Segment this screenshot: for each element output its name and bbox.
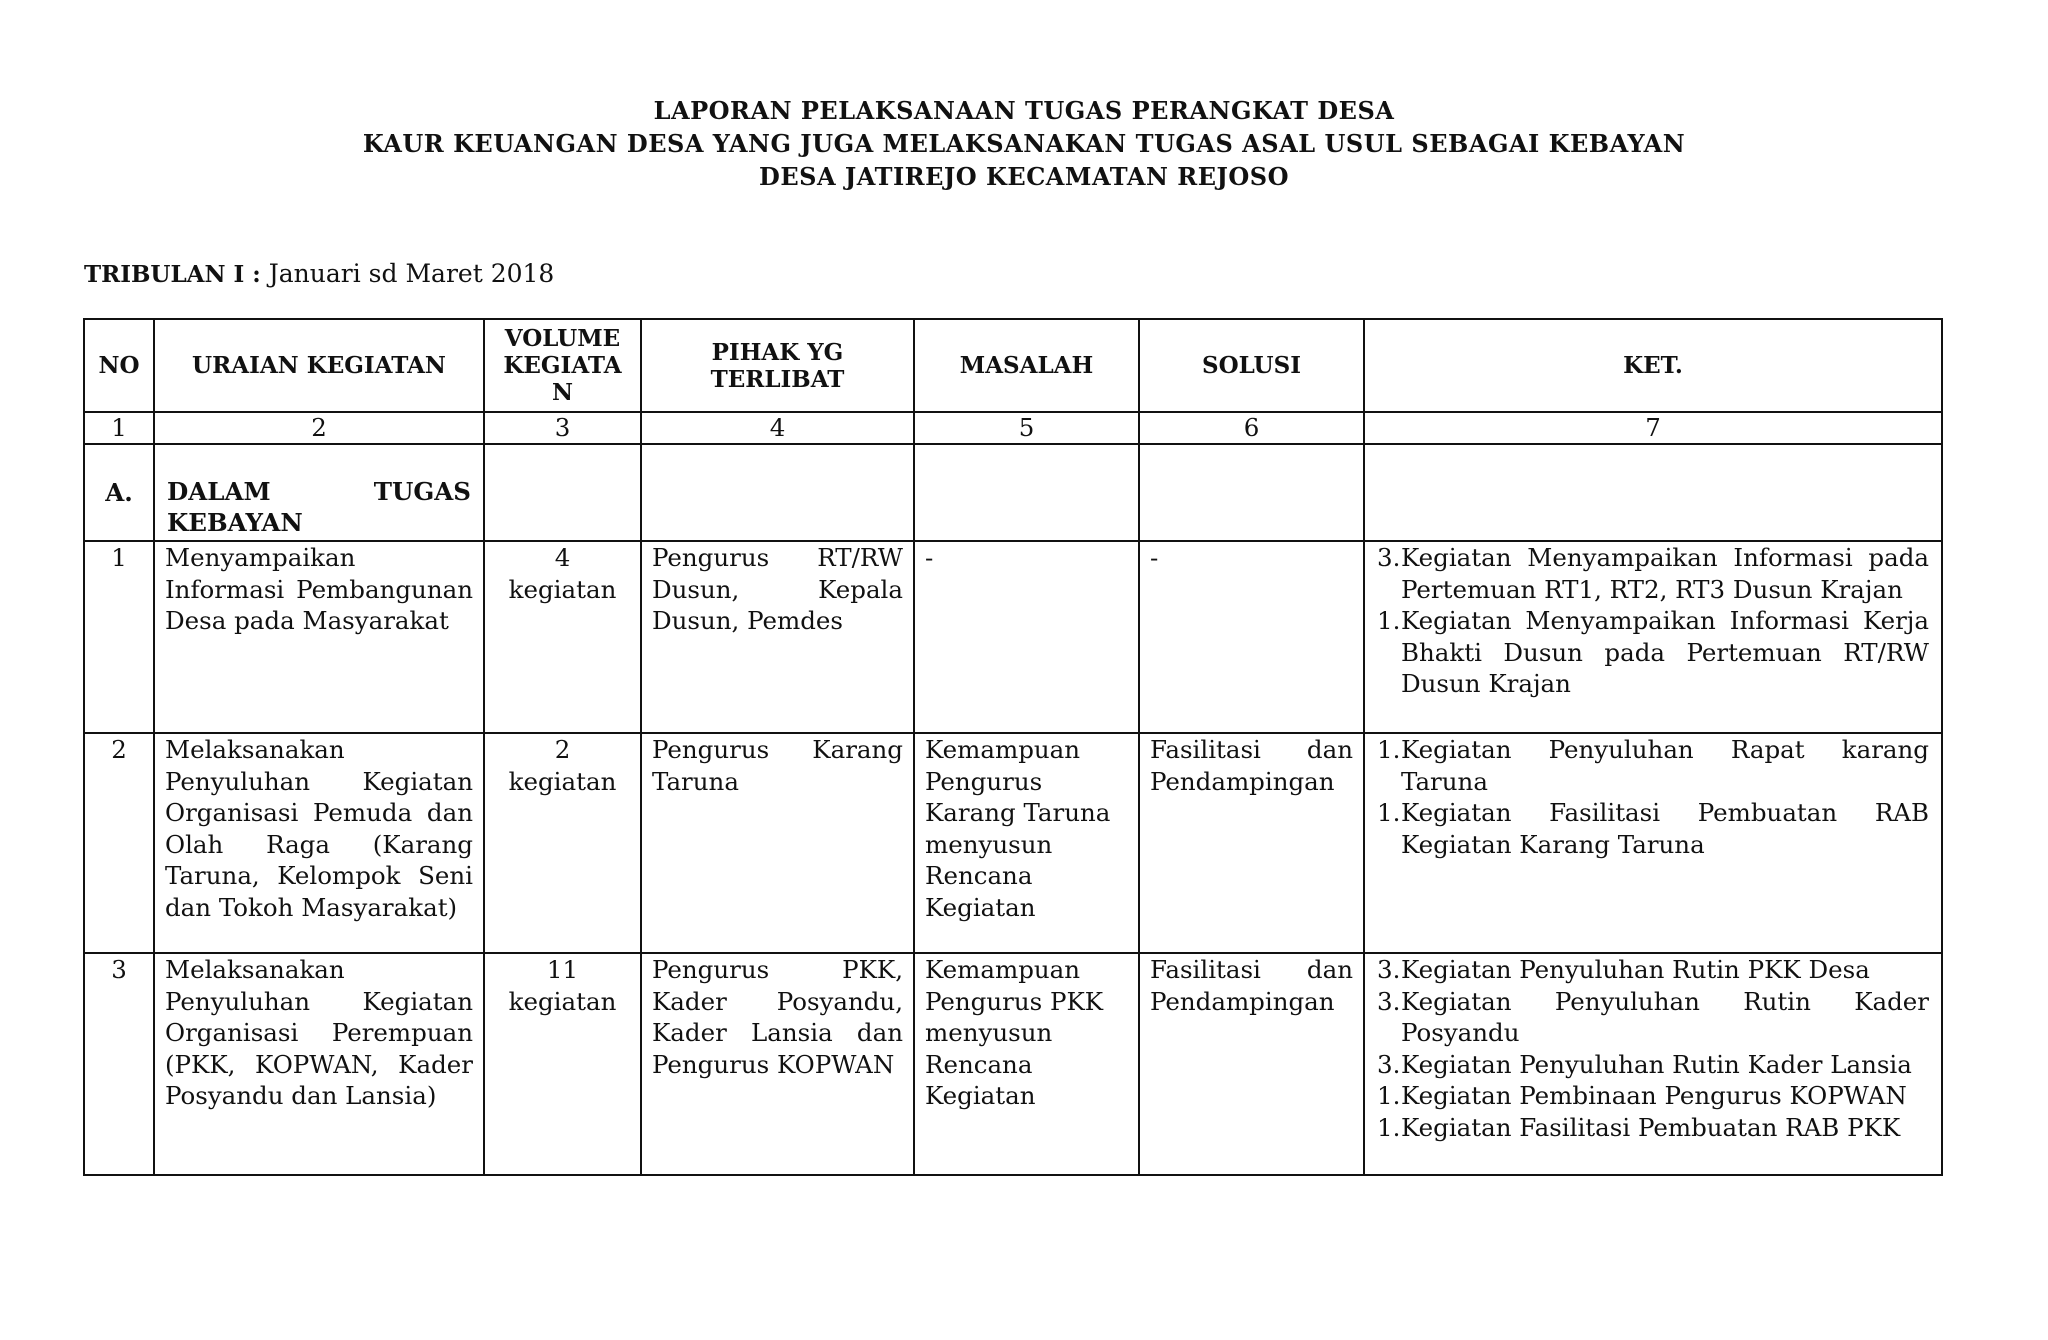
ket-item-number: 1.	[1377, 798, 1401, 827]
column-number: 3	[484, 412, 641, 444]
row-volume-unit: kegiatan	[508, 574, 617, 604]
empty-cell	[641, 444, 914, 541]
column-number: 1	[84, 412, 154, 444]
row-masalah: -	[914, 541, 1139, 733]
header-volume	[484, 319, 641, 412]
ket-item-text: Kegiatan Menyampaikan Informasi pada Pertemuan RT1, RT2, RT3 Dusun Krajan	[1401, 543, 1929, 604]
ket-item-number: 1.	[1377, 1112, 1401, 1142]
row-pihak: Pengurus PKK, Kader Posyandu, Kader Lansia dan Pengurus KOPWAN	[641, 953, 914, 1175]
header-no: NO	[84, 319, 154, 412]
column-number-row	[84, 412, 1942, 444]
ket-item	[1377, 797, 1929, 860]
row-volume	[484, 541, 641, 733]
row-solusi: Fasilitasi dan Pendampingan	[1139, 733, 1364, 953]
row-volume-number: 4	[554, 543, 571, 572]
row-number: 1	[84, 541, 154, 733]
header-pihak-l1: PIHAK YG	[711, 338, 844, 366]
ket-item-number: 1.	[1377, 1081, 1401, 1110]
header-pihak	[641, 319, 914, 412]
ket-item	[1377, 954, 1929, 986]
ket-item-text: Kegiatan Pembinaan Pengurus KOPWAN	[1401, 1081, 1907, 1110]
row-pihak: Pengurus RT/RW Dusun, Kepala Dusun, Pemdes	[641, 541, 914, 733]
column-number: 6	[1139, 412, 1364, 444]
section-title-word: KEBAYAN	[167, 508, 303, 537]
table-row	[84, 541, 1942, 733]
ket-item-number: 3.	[1377, 543, 1401, 572]
section-title	[154, 444, 484, 541]
period-label: TRIBULAN I :	[84, 261, 261, 288]
ket-item	[1377, 1112, 1929, 1144]
ket-item	[1377, 1049, 1929, 1081]
row-ket	[1364, 953, 1942, 1175]
ket-item-number: 3.	[1377, 1049, 1401, 1079]
header-volume-l1: VOLUME	[504, 325, 621, 352]
ket-item-text: Kegiatan Menyampaikan Informasi Kerja Bhakti Dusun pada Pertemuan RT/RW Dusun Krajan	[1401, 606, 1929, 698]
ket-item-number: 3.	[1377, 986, 1401, 1016]
header-uraian: URAIAN KEGIATAN	[154, 319, 484, 412]
title-line-2: KAUR KEUANGAN DESA YANG JUGA MELAKSANAKAN TUGAS ASAL USUL SEBAGAI KEBAYAN	[362, 129, 1686, 158]
row-ket	[1364, 733, 1942, 953]
column-number: 5	[914, 412, 1139, 444]
period-line	[84, 259, 554, 288]
row-pihak: Pengurus Karang Taruna	[641, 733, 914, 953]
header-masalah: MASALAH	[914, 319, 1139, 412]
period-value: Januari sd Maret 2018	[268, 259, 555, 288]
row-volume-unit: kegiatan	[508, 986, 617, 1016]
row-uraian: Melaksanakan Penyuluhan Kegiatan Organisasi Perempuan (PKK, KOPWAN, Kader Posyandu dan Lansia)	[154, 953, 484, 1175]
row-uraian: Melaksanakan Penyuluhan Kegiatan Organisasi Pemuda dan Olah Raga (Karang Taruna, Kelompok Seni dan Tokoh Masyarakat)	[154, 733, 484, 953]
report-table	[83, 318, 1943, 1176]
header-solusi: SOLUSI	[1139, 319, 1364, 412]
header-ket: KET.	[1364, 319, 1942, 412]
ket-item-text: Kegiatan Penyuluhan Rapat karang Taruna	[1401, 735, 1929, 796]
header-pihak-l2: TERLIBAT	[710, 365, 845, 393]
header-row	[84, 319, 1942, 412]
ket-item-number: 3.	[1377, 955, 1401, 984]
row-number: 2	[84, 733, 154, 953]
ket-item	[1377, 1080, 1929, 1112]
column-number: 4	[641, 412, 914, 444]
header-volume-l2: KEGIATA	[503, 352, 622, 379]
row-number: 3	[84, 953, 154, 1175]
section-title-word: DALAM	[167, 477, 271, 506]
row-volume	[484, 953, 641, 1175]
section-row	[84, 444, 1942, 541]
empty-cell	[1364, 444, 1942, 541]
title-line-3: DESA JATIREJO KECAMATAN REJOSO	[759, 162, 1289, 191]
table-row	[84, 733, 1942, 953]
header-volume-l3: N	[551, 379, 574, 406]
ket-item-text: Kegiatan Fasilitasi Pembuatan RAB Kegiatan Karang Taruna	[1401, 798, 1929, 859]
column-number: 7	[1364, 412, 1942, 444]
ket-item	[1377, 605, 1929, 700]
empty-cell	[484, 444, 641, 541]
ket-item-text: Kegiatan Penyuluhan Rutin Kader Posyandu	[1401, 986, 1929, 1047]
empty-cell	[914, 444, 1139, 541]
section-number: A.	[84, 444, 154, 541]
title-line-1: LAPORAN PELAKSANAAN TUGAS PERANGKAT DESA	[653, 96, 1395, 125]
row-uraian: Menyampaikan Informasi Pembangunan Desa pada Masyarakat	[154, 541, 484, 733]
row-masalah: Kemampuan Pengurus PKK menyusun Rencana Kegiatan	[914, 953, 1139, 1175]
ket-item-text: Kegiatan Fasilitasi Pembuatan RAB PKK	[1401, 1112, 1901, 1142]
table-row	[84, 953, 1942, 1175]
row-solusi: -	[1139, 541, 1364, 733]
ket-item	[1377, 986, 1929, 1049]
ket-item-number: 1.	[1377, 606, 1401, 635]
row-solusi: Fasilitasi dan Pendampingan	[1139, 953, 1364, 1175]
section-title-word: TUGAS	[373, 477, 471, 506]
document-title	[0, 94, 2048, 193]
row-masalah: Kemampuan Pengurus Karang Taruna menyusun Rencana Kegiatan	[914, 733, 1139, 953]
row-ket	[1364, 541, 1942, 733]
ket-item	[1377, 734, 1929, 797]
ket-item-text: Kegiatan Penyuluhan Rutin Kader Lansia	[1401, 1049, 1912, 1079]
ket-item	[1377, 542, 1929, 605]
row-volume-number: 11	[546, 955, 579, 984]
ket-item-text: Kegiatan Penyuluhan Rutin PKK Desa	[1401, 955, 1870, 984]
row-volume-number: 2	[554, 735, 571, 764]
empty-cell	[1139, 444, 1364, 541]
ket-item-number: 1.	[1377, 735, 1401, 764]
row-volume-unit: kegiatan	[508, 766, 617, 796]
column-number: 2	[154, 412, 484, 444]
row-volume	[484, 733, 641, 953]
